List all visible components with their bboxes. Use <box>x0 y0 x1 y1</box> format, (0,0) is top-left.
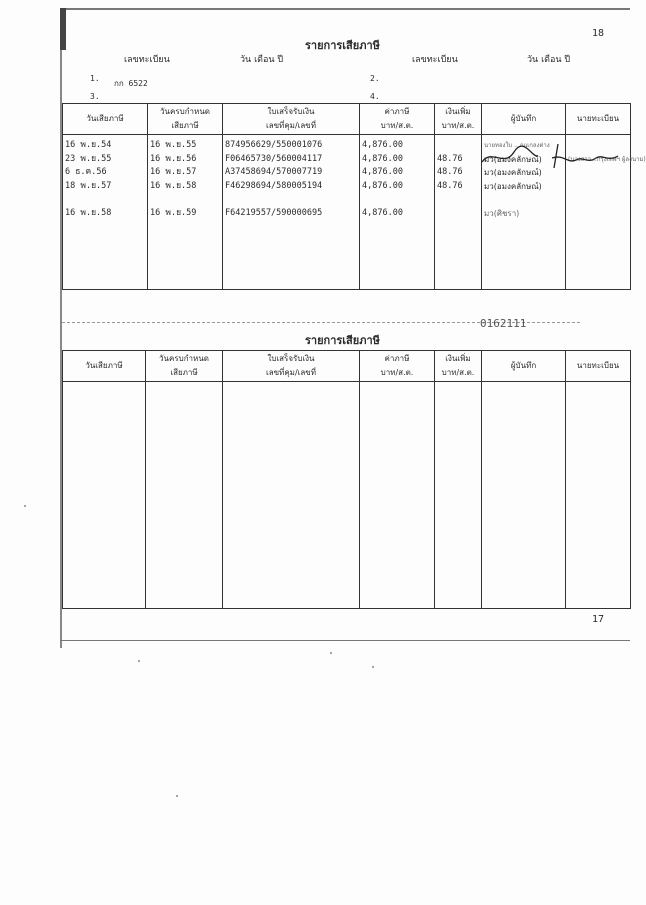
header-receipt: ใบเสร็จรับเงิน เลขที่คุม/เลขที่ <box>223 351 360 382</box>
empty-cell <box>435 382 482 609</box>
section-title-bottom: รายการเสียภาษี <box>305 334 380 347</box>
col-recorder: นายทองใบ ...ณแกลงต่าง มว(อมงคลักษณ์) มว(อมงคลักษณ์) มว(อมงคลักษณ์) มว(ศิชรา) <box>482 135 566 290</box>
header-registrar: นายทะเบียน <box>566 351 631 382</box>
col-extra: 48.76 48.76 48.76 <box>435 135 482 290</box>
row-number-1: 1. <box>90 74 100 83</box>
scan-speck <box>138 660 140 662</box>
header-tax-amount: ค่าภาษี บาท/ส.ต. <box>360 104 435 135</box>
empty-cell <box>566 382 631 609</box>
header-due-date: วันครบกำหนด เสียภาษี <box>146 351 223 382</box>
date-label-right: วัน เดือน ปี <box>527 55 571 65</box>
header-extra: เงินเพิ่ม บาท/ส.ต. <box>435 104 482 135</box>
header-extra: เงินเพิ่ม บาท/ส.ต. <box>435 351 482 382</box>
empty-cell <box>482 382 566 609</box>
empty-cell <box>146 382 223 609</box>
col-tax-amount: 4,876.00 4,876.00 4,876.00 4,876.00 4,876.00 <box>360 135 435 290</box>
scan-speck <box>24 505 26 507</box>
reg-label-left: เลขทะเบียน <box>124 55 170 65</box>
date-label-left: วัน เดือน ปี <box>240 55 284 65</box>
col-tax-date: 16 พ.ย.54 23 พ.ย.55 6 ธ.ค.56 18 พ.ย.57 16 พ.ย.58 <box>63 135 148 290</box>
empty-cell <box>223 382 360 609</box>
reg-label-right: เลขทะเบียน <box>412 55 458 65</box>
scan-speck <box>176 795 178 797</box>
col-due-date: 16 พ.ย.55 16 พ.ย.56 16 พ.ย.57 16 พ.ย.58 16 พ.ย.59 <box>148 135 223 290</box>
tax-record-table <box>62 103 646 290</box>
empty-cell <box>360 382 435 609</box>
header-receipt: ใบเสร็จรับเงิน เลขที่คุม/เลขที่ <box>223 104 360 135</box>
binding-corner <box>60 8 66 50</box>
page-edge-top <box>60 8 630 10</box>
scan-speck <box>372 666 374 668</box>
header-tax-date: วันเสียภาษี <box>63 351 146 382</box>
header-recorder: ผู้บันทึก <box>482 104 566 135</box>
page-number-top: 18 <box>592 28 605 39</box>
header-tax-date: วันเสียภาษี <box>63 104 148 135</box>
row-number-2: 2. <box>370 74 380 83</box>
scan-speck <box>330 652 332 654</box>
serial-number: 0162111 <box>480 317 527 330</box>
header-due-date: วันครบกำหนด เสียภาษี <box>148 104 223 135</box>
header-registrar: นายทะเบียน <box>566 104 631 135</box>
page-edge-bottom <box>60 640 630 641</box>
table-row <box>63 382 631 609</box>
plate-number: กก 6522 <box>114 79 148 88</box>
header-tax-amount: ค่าภาษี บาท/ส.ต. <box>360 351 435 382</box>
tax-record-table-blank <box>62 350 631 609</box>
section-title-top: รายการเสียภาษี <box>305 39 380 52</box>
col-registrar: (นางสาว...กรุงเทพฯ ผู้ลงนาม) <box>566 135 631 290</box>
col-receipt: 874956629/550001076 F06465730/560004117 A37458694/570007719 F46298694/580005194 F64219557/590000695 <box>223 135 360 290</box>
empty-cell <box>63 382 146 609</box>
row-number-3: 3. <box>90 92 100 101</box>
page-number-bottom: 17 <box>592 614 605 625</box>
header-recorder: ผู้บันทึก <box>482 351 566 382</box>
row-number-4: 4. <box>370 92 380 101</box>
signature-image <box>478 138 628 172</box>
